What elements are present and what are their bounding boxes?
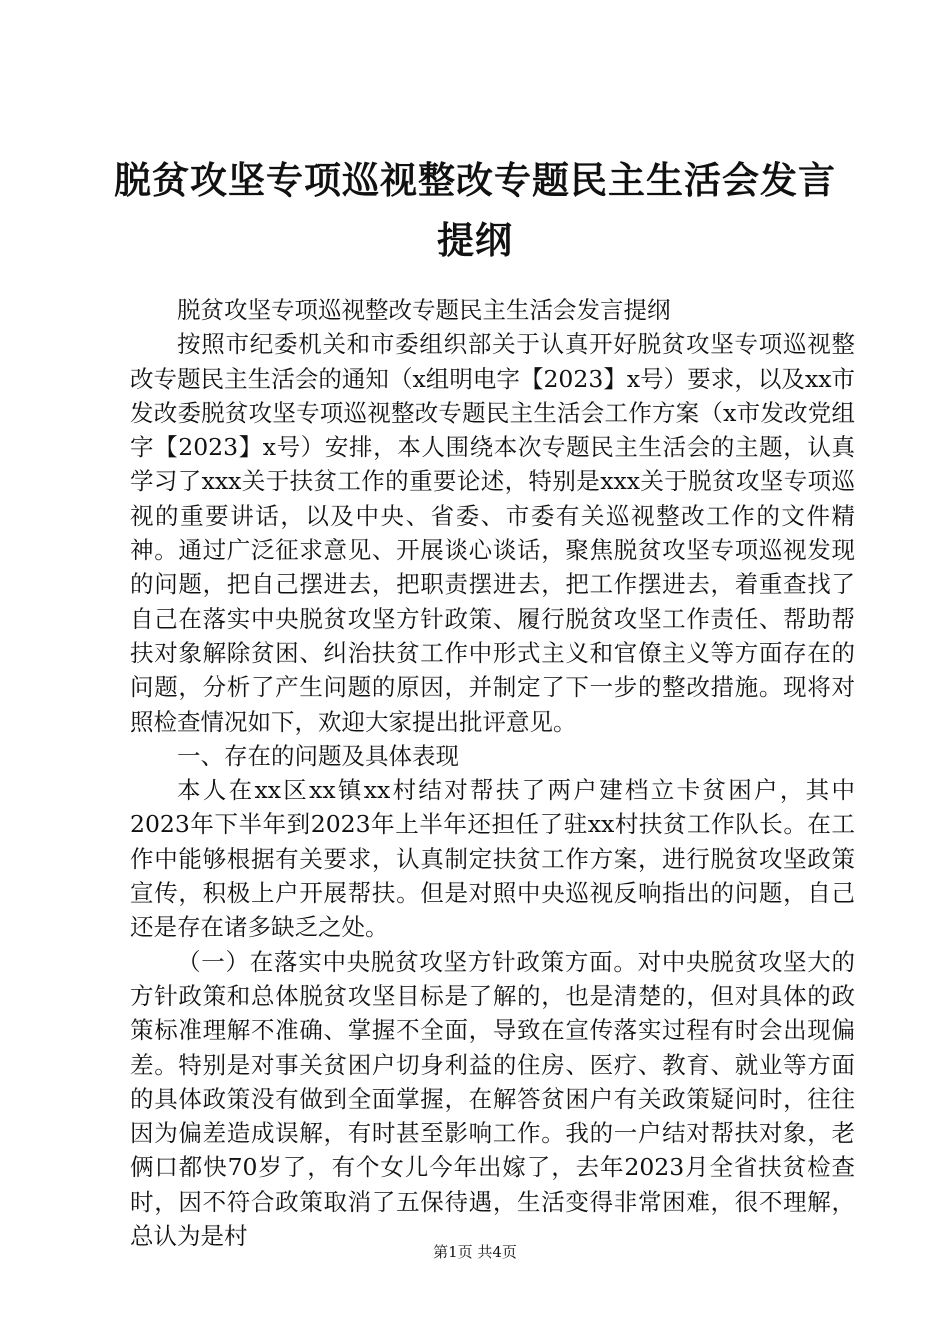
background-paragraph: 本人在xx区xx镇xx村结对帮扶了两户建档立卡贫困户，其中2023年下半年到2023年上半年还担任了驻xx村扶贫工作队长。在工作中能够根据有关要求，认真制定扶贫工作方案，进行脱贫攻坚政策宣传，积极上户开展帮扶。但是对照中央巡视反响指出的问题，自己还是存在诸多缺乏之处。 xyxy=(130,776,855,942)
subtitle-paragraph: 脱贫攻坚专项巡视整改专题民主生活会发言提纲 xyxy=(177,296,671,324)
document-body xyxy=(130,293,855,1253)
page-number: 第1页 共4页 xyxy=(433,1243,517,1261)
issue-one-paragraph: （一）在落实中央脱贫攻坚方针政策方面。对中央脱贫攻坚大的方针政策和总体脱贫攻坚目标是了解的，也是清楚的，但对具体的政策标准理解不准确、掌握不全面，导致在宣传落实过程有时会出现偏差。特别是对事关贫困户切身利益的住房、医疗、教育、就业等方面的具体政策没有做到全面掌握，在解答贫困户有关政策疑问时，往往因为偏差造成误解，有时甚至影响工作。我的一户结对帮扶对象，老俩口都快70岁了，有个女儿今年出嫁了，去年2023月全省扶贫检查时，因不符合政策取消了五保待遇，生活变得非常困难，很不理解，总认为是村 xyxy=(130,947,855,1251)
section-heading: 一、存在的问题及具体表现 xyxy=(177,741,459,770)
document-title: 脱贫攻坚专项巡视整改专题民主生活会发言提纲 xyxy=(114,158,836,262)
intro-paragraph: 按照市纪委机关和市委组织部关于认真开好脱贫攻坚专项巡视整改专题民主生活会的通知（x组明电字【2023】x号）要求，以及xx市发改委脱贫攻坚专项巡视整改专题民主生活会工作方案（x市发改党组字【2023】x号）安排，本人围绕本次专题民主生活会的主题，认真学习了xxx关于扶贫工作的重要论述，特别是xxx关于脱贫攻坚专项巡视的重要讲话，以及中央、省委、市委有关巡视整改工作的文件精神。通过广泛征求意见、开展谈心谈话，聚焦脱贫攻坚专项巡视发现的问题，把自己摆进去，把职责摆进去，把工作摆进去，着重查找了自己在落实中央脱贫攻坚方针政策、履行脱贫攻坚工作责任、帮助帮扶对象解除贫困、纠治扶贫工作中形式主义和官僚主义等方面存在的问题，分析了产生问题的原因，并制定了下一步的整改措施。现将对照检查情况如下，欢迎大家提出批评意见。 xyxy=(130,330,855,736)
